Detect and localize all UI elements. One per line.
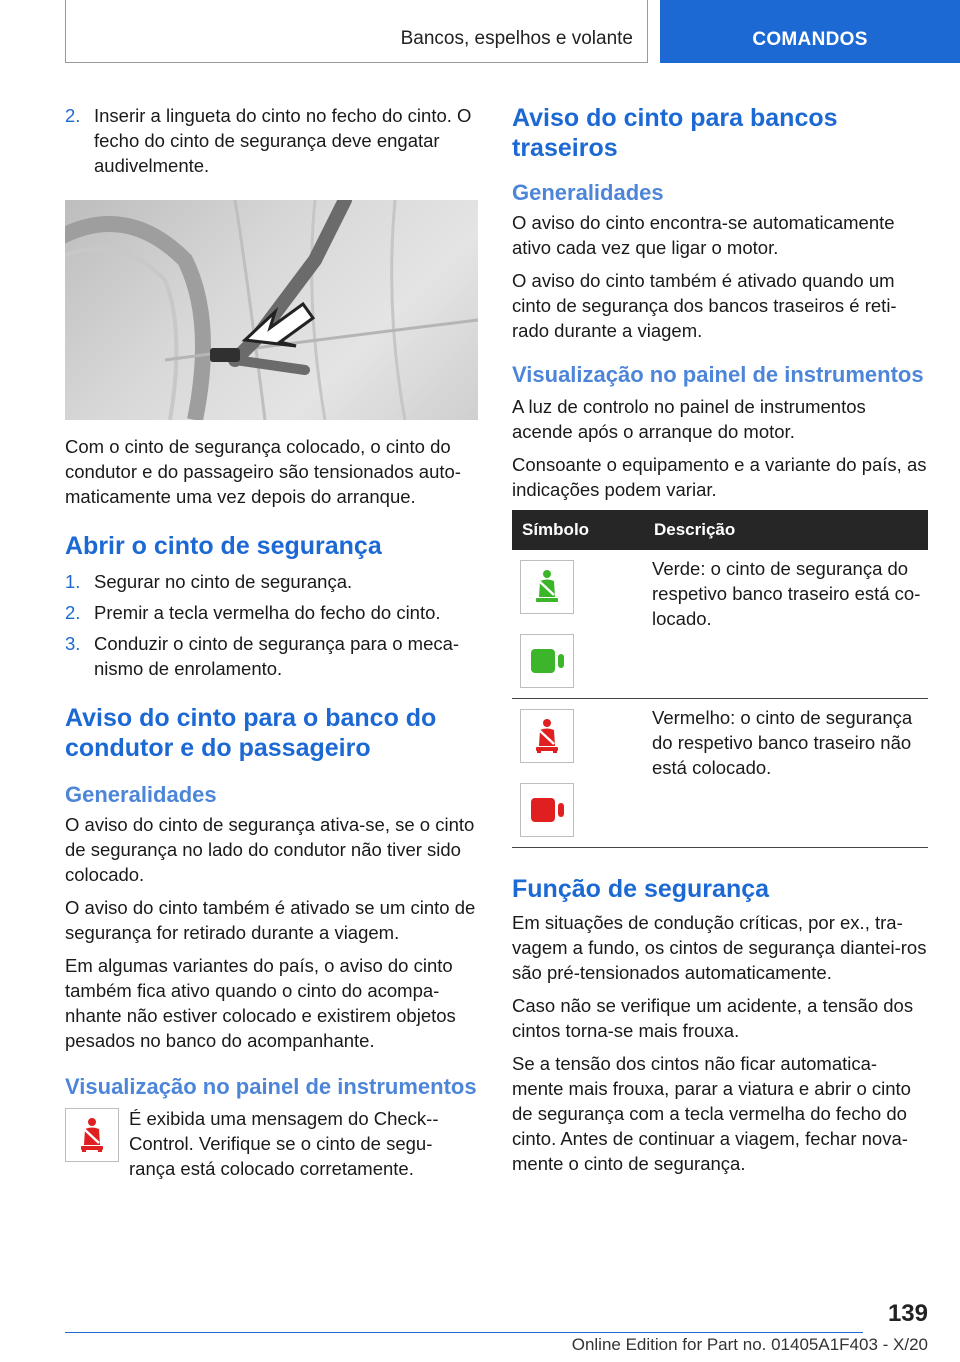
paragraph: O aviso do cinto também é ativado se um cinto de segurança for retirado durante a viagem. (65, 897, 476, 943)
general-heading: Generalidades (512, 180, 664, 205)
description-cell: Vermelho: o cinto de segurança do respetivo banco traseiro não está colocado. (644, 699, 928, 848)
rear-seat-green-icon (520, 634, 574, 688)
chapter-tab: COMANDOS (660, 0, 960, 63)
step-text: Premir a tecla vermelha do fecho do cinto. (94, 602, 441, 623)
list-item (65, 103, 478, 178)
list-item (65, 631, 478, 681)
seatbelt-red-icon (520, 709, 574, 763)
paragraph: Se a tensão dos cintos não ficar automatica-mente mais frouxa, parar a viatura e abrir o cinto de segurança com a tecla vermelha do fecho do cinto. Antes de continuar a viagem, fechar nova-mente o cinto de segurança. (512, 1053, 911, 1174)
rear-seat-red-icon (520, 783, 574, 837)
step-text: Inserir a lingueta do cinto no fecho do cinto. O fecho do cinto de segurança deve engatar audivelmente. (94, 105, 472, 176)
table-header-row (512, 510, 928, 550)
description-cell: Verde: o cinto de segurança do respetivo banco traseiro está co-locado. (644, 550, 928, 699)
check-control-text: É exibida uma mensagem do Check--Control. Verifique se o cinto de segu-rança está colocado corretamente. (129, 1108, 439, 1179)
list-item (65, 569, 478, 594)
check-control-row (65, 1106, 478, 1181)
column-header-description: Descrição (644, 510, 928, 550)
open-belt-heading: Abrir o cinto de segurança (65, 532, 382, 560)
seatbelt-green-icon (520, 560, 574, 614)
seat-belt-buckle-photo (65, 200, 478, 420)
section-title: Bancos, espelhos e volante (400, 28, 633, 49)
symbol-cell (512, 550, 644, 699)
tension-note: Com o cinto de segurança colocado, o cinto do condutor e do passageiro são tensionados auto-maticamente uma vez depois do arranque. (65, 436, 461, 507)
footer-divider (65, 1332, 863, 1333)
step-text: Conduzir o cinto de segurança para o meca-nismo de enrolamento. (94, 633, 460, 679)
general-heading: Generalidades (65, 782, 217, 807)
list-item (65, 600, 478, 625)
column-header-symbol: Símbolo (512, 510, 644, 550)
insert-steps (65, 103, 478, 178)
paragraph: Em situações de condução críticas, por ex., tra-vagem a fundo, os cintos de segurança diantei-ros são pré-tensionados automaticamente. (512, 912, 927, 983)
step-number: 2. (65, 105, 81, 126)
paragraph: A luz de controlo no painel de instrumentos acende após o arranque do motor. (512, 396, 866, 442)
paragraph: O aviso do cinto de segurança ativa-se, se o cinto de segurança no lado do condutor não tiver sido colocado. (65, 814, 475, 885)
open-steps (65, 569, 478, 681)
display-heading: Visualização no painel de instrumentos (512, 362, 924, 387)
step-number: 1. (65, 571, 81, 592)
right-column (512, 103, 928, 1184)
safety-function-heading: Função de segurança (512, 875, 770, 903)
step-number: 2. (65, 602, 81, 623)
rear-warning-heading: Aviso do cinto para bancos traseiros (512, 104, 838, 162)
edition-text: Online Edition for Part no. 01405A1F403 - X/20 (571, 1335, 928, 1354)
seatbelt-warning-icon (65, 1108, 119, 1162)
section-tab (65, 0, 648, 63)
paragraph: Consoante o equipamento e a variante do país, as indicações podem variar. (512, 454, 927, 500)
page-header (65, 0, 960, 65)
symbol-table (512, 510, 928, 848)
display-heading: Visualização no painel de instrumentos (65, 1074, 477, 1099)
paragraph: Em algumas variantes do país, o aviso do cinto também fica ativo quando o cinto do acompa-nhante não estiver colocado e existirem objetos pesados no banco do acompanhante. (65, 955, 456, 1051)
paragraph: O aviso do cinto encontra-se automaticamente ativo cada vez que ligar o motor. (512, 212, 895, 258)
step-number: 3. (65, 633, 81, 654)
paragraph: Caso não se verifique um acidente, a tensão dos cintos torna-se mais frouxa. (512, 995, 914, 1041)
table-row (512, 550, 928, 699)
paragraph: O aviso do cinto também é ativado quando um cinto de segurança dos bancos traseiros é reti-rado durante a viagem. (512, 270, 897, 341)
symbol-cell (512, 699, 644, 848)
page-number: 139 (887, 1300, 928, 1327)
table-row (512, 699, 928, 848)
left-column (65, 103, 478, 1181)
step-text: Segurar no cinto de segurança. (94, 571, 353, 592)
driver-warning-heading: Aviso do cinto para o banco do condutor e do passageiro (65, 704, 437, 762)
